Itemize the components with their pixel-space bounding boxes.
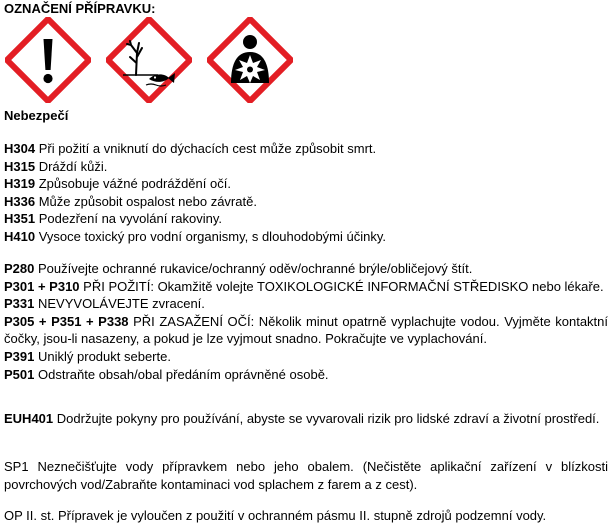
statement-code: P280	[4, 261, 35, 276]
exclamation-mark-icon	[5, 17, 91, 103]
hazard-statement	[4, 228, 608, 246]
hazard-statement	[4, 158, 608, 176]
statement-code: P391	[4, 348, 35, 364]
precautionary-statement	[4, 348, 608, 366]
statement-code: EUH401	[4, 411, 54, 426]
statement-text: Dodržujte pokyny pro používání, abyste se vyvarovali rizik pro lidské zdraví a životní prostředí.	[56, 411, 600, 426]
op-statement: OP II. st. Přípravek je vyloučen z použití v ochranném pásmu II. stupně zdrojů podzemní vody.	[4, 508, 547, 523]
statement-code: H319	[4, 176, 36, 192]
statement-code: H304	[4, 141, 36, 156]
statement-text: Může způsobit ospalost nebo závratě.	[38, 193, 257, 209]
precautionary-statement	[4, 295, 608, 313]
precautionary-statement	[4, 278, 608, 296]
statement-text: Dráždí kůži.	[38, 158, 108, 174]
precautionary-statement	[4, 260, 608, 278]
statement-text: Způsobuje vážné podráždění očí.	[38, 176, 231, 192]
statement-text: Odstraňte obsah/obal předáním oprávněné osobě.	[38, 366, 329, 382]
hazard-pictograms	[5, 17, 305, 97]
hazard-statement	[4, 175, 608, 193]
precautionary-statement	[4, 366, 608, 384]
precautionary-statements	[4, 260, 608, 383]
statement-code: H410	[4, 228, 36, 244]
statement-text: Při požití a vniknutí do dýchacích cest může způsobit smrt.	[38, 141, 377, 156]
hazard-statement	[4, 193, 608, 211]
euh-statement	[4, 410, 608, 428]
statement-text: NEVYVOLÁVEJTE zvracení.	[38, 296, 205, 312]
statement-code: H351	[4, 211, 36, 227]
statement-text: Uniklý produkt seberte.	[38, 348, 171, 364]
hazard-statement	[4, 210, 608, 228]
statement-text: PŘI ZASAŽENÍ OČÍ: Několik minut opatrně vyplachujte vodou. Vyjměte kontaktní čočky, jsou-li nasazeny, a pokud je lze vyjmout snadno. Pokračujte ve vyplachování.	[4, 313, 608, 347]
statement-code: H336	[4, 193, 36, 209]
label-heading: OZNAČENÍ PŘÍPRAVKU:	[4, 1, 156, 16]
hazard-statements	[4, 140, 608, 246]
statement-text: Používejte ochranné rukavice/ochranný oděv/ochranné brýle/obličejový štít.	[38, 261, 473, 276]
statement-text: Vysoce toxický pro vodní organismy, s dlouhodobými účinky.	[38, 228, 387, 244]
statement-code: H315	[4, 158, 36, 174]
signal-word: Nebezpečí	[4, 108, 69, 123]
precautionary-statement	[4, 313, 608, 348]
statement-text: PŘI POŽITÍ: Okamžitě volejte TOXIKOLOGICKÉ INFORMAČNÍ STŘEDISKO nebo lékaře.	[83, 278, 604, 294]
statement-code: P501	[4, 366, 35, 382]
statement-code: P331	[4, 296, 35, 312]
statement-text: Podezření na vyvolání rakoviny.	[38, 211, 223, 227]
statement-code: P305 + P351 + P338	[4, 313, 129, 329]
sp1-statement: SP1 Neznečišťujte vody přípravkem nebo jeho obalem. (Nečistěte aplikační zařízení v blízkosti povrchových vod/Zabraňte kontaminaci vod splachem z farem a z cest).	[4, 459, 608, 492]
environment-hazard-icon	[106, 17, 192, 103]
hazard-statement	[4, 140, 608, 158]
statement-code: P301 + P310	[4, 278, 80, 294]
health-hazard-icon	[207, 17, 293, 103]
